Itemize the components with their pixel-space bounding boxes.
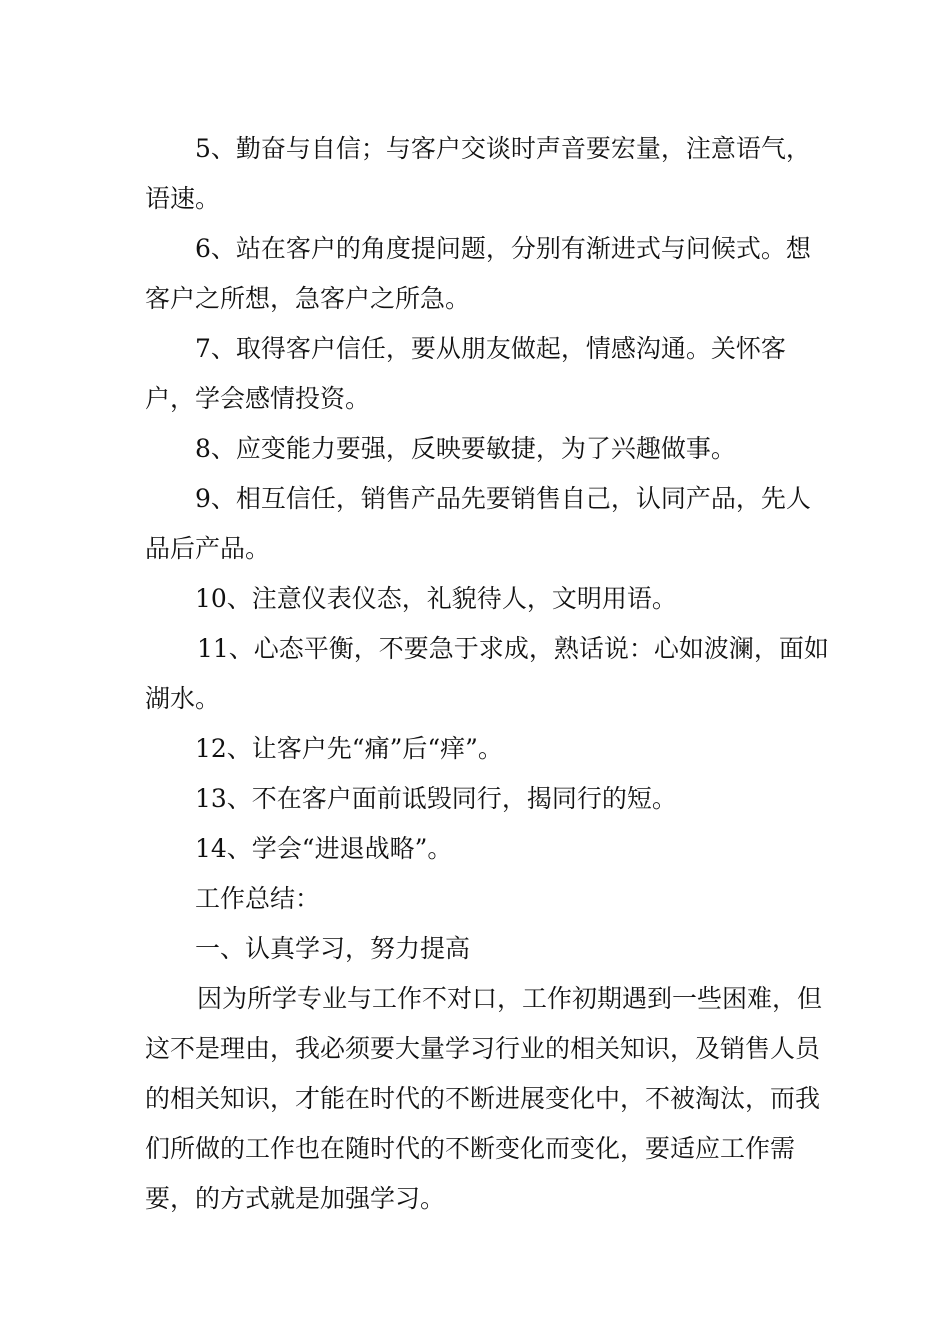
paragraph-item-14: 14、学会“进退战略”。 — [195, 834, 453, 863]
section-heading-study: 一、认真学习，努力提高 — [195, 934, 471, 963]
paragraph-item-9: 9、相互信任，销售产品先要销售自己，认同产品，先人品后产品。 — [145, 484, 811, 563]
paragraph-item-7: 7、取得客户信任，要从朋友做起，情感沟通。关怀客户，学会感情投资。 — [145, 334, 786, 413]
paragraph-item-12: 12、让客户先“痛”后“痒”。 — [195, 734, 503, 763]
paragraph-item-10: 10、注意仪表仪态，礼貌待人，文明用语。 — [195, 584, 677, 613]
body-paragraph-study: 因为所学专业与工作不对口，工作初期遇到一些困难，但这不是理由，我必须要大量学习行业的相关知识，及销售人员的相关知识，才能在时代的不断进展变化中，不被淘汰，而我们所做的工作也在随时代的不断变化而变化，要适应工作需要，的方式就是加强学习。 — [145, 984, 823, 1213]
document-body — [145, 124, 835, 1224]
paragraph-item-6: 6、站在客户的角度提问题，分别有渐进式与问候式。想客户之所想，急客户之所急。 — [145, 234, 811, 313]
paragraph-item-11: 11、心态平衡，不要急于求成，熟话说：心如波澜，面如湖水。 — [145, 634, 829, 713]
paragraph-item-5: 5、勤奋与自信；与客户交谈时声音要宏量，注意语气，语速。 — [145, 134, 811, 213]
paragraph-item-13: 13、不在客户面前诋毁同行，揭同行的短。 — [195, 784, 677, 813]
paragraph-item-8: 8、应变能力要强，反映要敏捷，为了兴趣做事。 — [195, 434, 736, 463]
section-label-summary: 工作总结： — [195, 884, 321, 913]
